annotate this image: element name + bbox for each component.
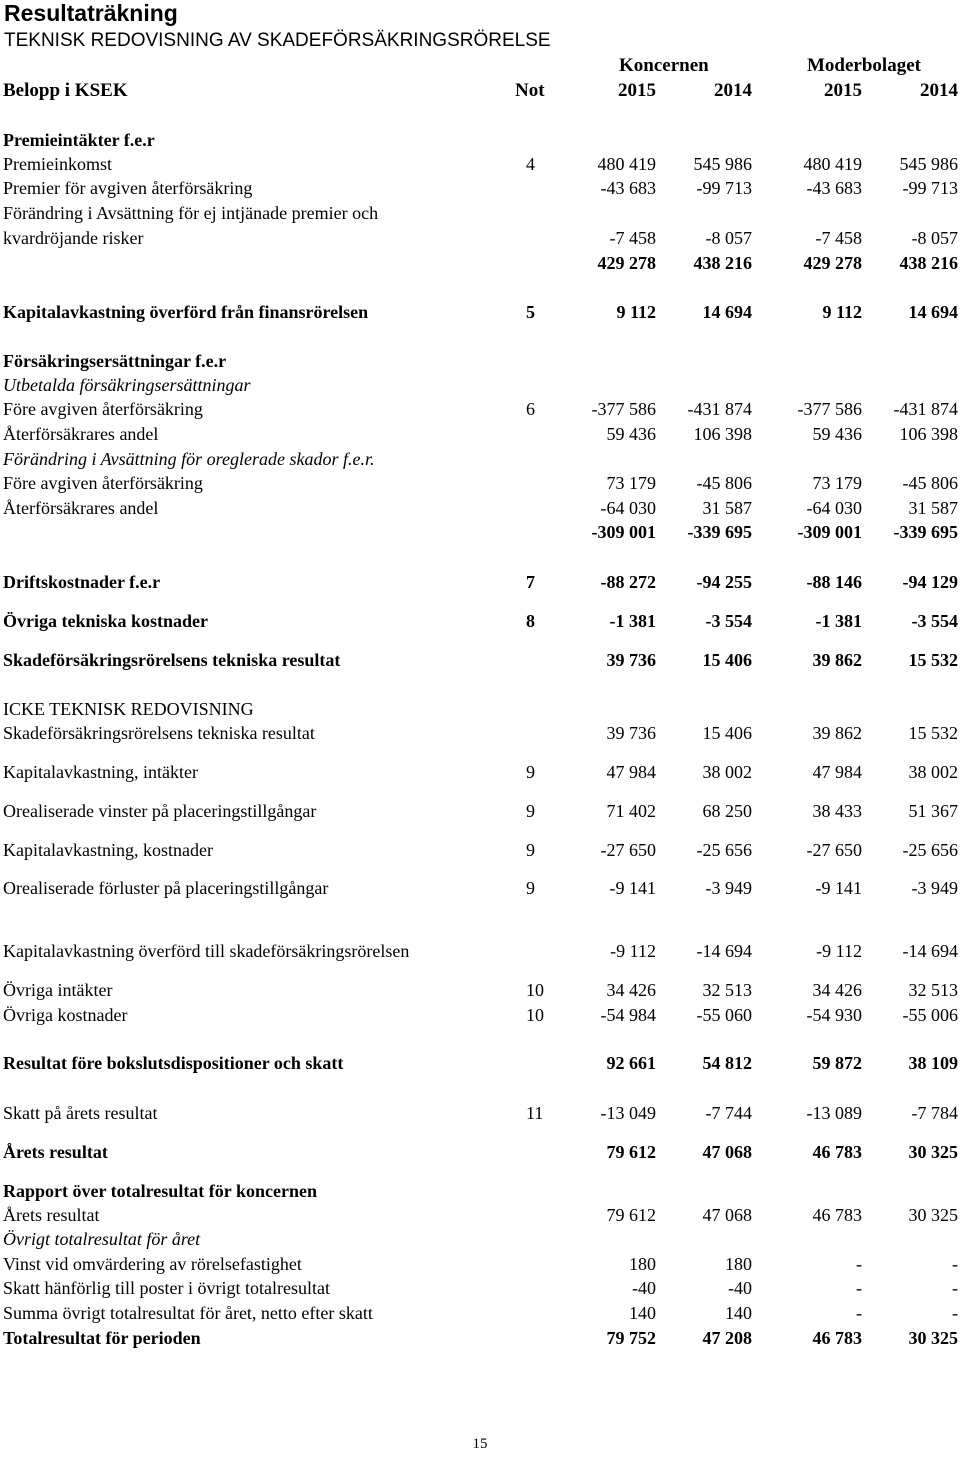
table-row bbox=[0, 128, 960, 152]
column-header-row bbox=[0, 79, 960, 103]
table-row bbox=[0, 978, 960, 1002]
row-value-1: 79 752 bbox=[606, 1328, 656, 1348]
row-value-4: -25 656 bbox=[902, 840, 958, 860]
row-value-3: -377 586 bbox=[797, 399, 862, 419]
row-label: Driftskostnader f.e.r bbox=[3, 572, 161, 592]
row-value-4: -55 006 bbox=[902, 1005, 958, 1025]
row-note: 7 bbox=[526, 572, 535, 592]
row-value-1: -40 bbox=[632, 1278, 656, 1298]
row-note: 6 bbox=[526, 399, 535, 419]
row-value-4: 38 002 bbox=[908, 762, 958, 782]
row-label: ICKE TEKNISK REDOVISNING bbox=[3, 699, 254, 719]
table-row bbox=[0, 1203, 960, 1227]
row-value-1: 180 bbox=[629, 1254, 656, 1274]
row-value-2: -14 694 bbox=[696, 941, 752, 961]
table-row bbox=[0, 1227, 960, 1251]
row-value-2: -7 744 bbox=[705, 1103, 752, 1123]
row-label: Förändring i Avsättning för oreglerade skador f.e.r. bbox=[3, 449, 375, 469]
row-value-2: -3 554 bbox=[705, 611, 752, 631]
row-value-4: - bbox=[952, 1278, 958, 1298]
header-col-3: 2015 bbox=[824, 80, 862, 101]
row-label: Skatt hänförlig till poster i övrigt totalresultat bbox=[3, 1278, 330, 1298]
row-value-2: 14 694 bbox=[702, 302, 752, 322]
row-label: Premieinkomst bbox=[3, 154, 112, 174]
row-value-2: 31 587 bbox=[702, 498, 752, 518]
row-value-3: 39 862 bbox=[812, 650, 862, 670]
row-label: Skatt på årets resultat bbox=[3, 1103, 158, 1123]
row-label: Kapitalavkastning överförd till skadeförsäkringsrörelsen bbox=[3, 941, 410, 961]
row-value-1: -54 984 bbox=[600, 1005, 656, 1025]
row-value-1: -64 030 bbox=[600, 498, 656, 518]
row-value-4: 32 513 bbox=[908, 980, 958, 1000]
row-value-2: -99 713 bbox=[696, 178, 752, 198]
table-row bbox=[0, 349, 960, 373]
row-value-1: 59 436 bbox=[606, 424, 656, 444]
group-header-koncernen: Koncernen bbox=[619, 55, 709, 76]
table-row bbox=[0, 1252, 960, 1276]
row-value-4: -3 554 bbox=[911, 611, 958, 631]
row-value-1: -43 683 bbox=[600, 178, 656, 198]
row-value-1: -9 141 bbox=[609, 878, 656, 898]
row-label: Utbetalda försäkringsersättningar bbox=[3, 375, 251, 395]
row-label: Kapitalavkastning, intäkter bbox=[3, 762, 198, 782]
table-row bbox=[0, 876, 960, 900]
row-value-3: -7 458 bbox=[815, 228, 862, 248]
table-row bbox=[0, 1051, 960, 1075]
row-value-3: - bbox=[856, 1254, 862, 1274]
row-value-4: -8 057 bbox=[911, 228, 958, 248]
table-row bbox=[0, 570, 960, 594]
row-value-1: 429 278 bbox=[597, 253, 656, 273]
row-value-3: -9 141 bbox=[815, 878, 862, 898]
row-value-2: -431 874 bbox=[687, 399, 752, 419]
table-row bbox=[0, 201, 960, 225]
row-label: Återförsäkrares andel bbox=[3, 498, 159, 518]
row-note: 10 bbox=[526, 980, 544, 1000]
row-value-2: 54 812 bbox=[702, 1053, 752, 1073]
row-label: Övrigt totalresultat för året bbox=[3, 1229, 201, 1249]
row-value-4: -94 129 bbox=[902, 572, 958, 592]
row-note: 10 bbox=[526, 1005, 544, 1025]
row-note: 9 bbox=[526, 840, 535, 860]
header-not: Not bbox=[515, 80, 545, 101]
row-label: Premier för avgiven återförsäkring bbox=[3, 178, 253, 198]
row-value-1: 73 179 bbox=[606, 473, 656, 493]
row-label: Premieintäkter f.e.r bbox=[3, 130, 155, 150]
row-value-1: -13 049 bbox=[600, 1103, 656, 1123]
table-row bbox=[0, 1179, 960, 1203]
row-value-4: 31 587 bbox=[908, 498, 958, 518]
row-value-1: -7 458 bbox=[609, 228, 656, 248]
row-value-1: -88 272 bbox=[600, 572, 656, 592]
table-row bbox=[0, 226, 960, 250]
row-value-4: -14 694 bbox=[902, 941, 958, 961]
row-value-3: 46 783 bbox=[812, 1142, 862, 1162]
row-label: Före avgiven återförsäkring bbox=[3, 399, 203, 419]
row-value-2: 438 216 bbox=[693, 253, 752, 273]
row-value-3: -9 112 bbox=[816, 941, 862, 961]
table-row bbox=[0, 251, 960, 275]
row-label: Rapport över totalresultat för koncernen bbox=[3, 1181, 317, 1201]
row-label: Summa övrigt totalresultat för året, netto efter skatt bbox=[3, 1303, 373, 1323]
row-label: Före avgiven återförsäkring bbox=[3, 473, 203, 493]
row-value-3: - bbox=[856, 1278, 862, 1298]
row-label: Övriga tekniska kostnader bbox=[3, 611, 209, 631]
row-value-4: 30 325 bbox=[908, 1328, 958, 1348]
row-note: 4 bbox=[526, 154, 535, 174]
table-row bbox=[0, 520, 960, 544]
row-label: Kapitalavkastning, kostnader bbox=[3, 840, 213, 860]
row-value-4: 38 109 bbox=[908, 1053, 958, 1073]
table-row bbox=[0, 1301, 960, 1325]
row-value-4: -3 949 bbox=[911, 878, 958, 898]
row-value-1: 140 bbox=[629, 1303, 656, 1323]
table-row bbox=[0, 697, 960, 721]
row-label: kvardröjande risker bbox=[3, 228, 144, 248]
row-value-3: 429 278 bbox=[803, 253, 862, 273]
row-value-2: 38 002 bbox=[702, 762, 752, 782]
row-value-3: 59 872 bbox=[812, 1053, 862, 1073]
row-value-1: 47 984 bbox=[606, 762, 656, 782]
table-row bbox=[0, 1276, 960, 1300]
row-label: Totalresultat för perioden bbox=[3, 1328, 201, 1348]
row-note: 9 bbox=[526, 878, 535, 898]
table-row bbox=[0, 496, 960, 520]
row-value-4: -45 806 bbox=[902, 473, 958, 493]
row-value-3: 480 419 bbox=[803, 154, 862, 174]
row-value-3: -43 683 bbox=[806, 178, 862, 198]
row-value-2: -94 255 bbox=[696, 572, 752, 592]
row-label: Orealiserade vinster på placeringstillgångar bbox=[3, 801, 317, 821]
row-note: 9 bbox=[526, 762, 535, 782]
table-row bbox=[0, 422, 960, 446]
row-value-3: 39 862 bbox=[812, 723, 862, 743]
row-value-3: 38 433 bbox=[812, 801, 862, 821]
row-value-2: 15 406 bbox=[702, 650, 752, 670]
row-label: Försäkringsersättningar f.e.r bbox=[3, 351, 227, 371]
row-value-3: -1 381 bbox=[815, 611, 862, 631]
table-row bbox=[0, 300, 960, 324]
row-value-1: 480 419 bbox=[597, 154, 656, 174]
table-row bbox=[0, 648, 960, 672]
table-row bbox=[0, 939, 960, 963]
header-col-4: 2014 bbox=[920, 80, 958, 101]
table-row bbox=[0, 1003, 960, 1027]
row-value-1: -27 650 bbox=[600, 840, 656, 860]
row-value-3: 73 179 bbox=[812, 473, 862, 493]
row-label: Årets resultat bbox=[3, 1142, 108, 1162]
row-label: Resultat före bokslutsdispositioner och skatt bbox=[3, 1053, 344, 1073]
row-value-2: 15 406 bbox=[702, 723, 752, 743]
row-value-2: 106 398 bbox=[693, 424, 752, 444]
row-value-4: 15 532 bbox=[908, 650, 958, 670]
row-label: Kapitalavkastning överförd från finansrörelsen bbox=[3, 302, 369, 322]
table-row bbox=[0, 471, 960, 495]
row-value-1: 39 736 bbox=[606, 650, 656, 670]
page-title: Resultaträkning bbox=[4, 0, 178, 26]
table-row bbox=[0, 1326, 960, 1350]
row-value-4: - bbox=[952, 1303, 958, 1323]
row-value-4: 106 398 bbox=[899, 424, 958, 444]
row-label: Övriga kostnader bbox=[3, 1005, 128, 1025]
row-value-2: 140 bbox=[725, 1303, 752, 1323]
page-subtitle: TEKNISK REDOVISNING AV SKADEFÖRSÄKRINGSRÖRELSE bbox=[4, 30, 551, 51]
table-row bbox=[0, 176, 960, 200]
row-value-2: 180 bbox=[725, 1254, 752, 1274]
row-value-4: -431 874 bbox=[893, 399, 958, 419]
row-value-1: 92 661 bbox=[606, 1053, 656, 1073]
row-value-4: 545 986 bbox=[899, 154, 958, 174]
row-value-1: 79 612 bbox=[606, 1142, 656, 1162]
row-value-3: -54 930 bbox=[806, 1005, 862, 1025]
row-note: 5 bbox=[526, 302, 535, 322]
table-row bbox=[0, 397, 960, 421]
row-label: Återförsäkrares andel bbox=[3, 424, 159, 444]
row-value-1: 34 426 bbox=[606, 980, 656, 1000]
row-value-4: -339 695 bbox=[893, 522, 958, 542]
row-value-1: -309 001 bbox=[591, 522, 656, 542]
table-row bbox=[0, 760, 960, 784]
row-value-4: 30 325 bbox=[908, 1142, 958, 1162]
row-note: 8 bbox=[526, 611, 535, 631]
row-value-2: 47 068 bbox=[702, 1142, 752, 1162]
row-label: Orealiserade förluster på placeringstillgångar bbox=[3, 878, 329, 898]
row-label: Skadeförsäkringsrörelsens tekniska resultat bbox=[3, 650, 341, 670]
row-value-2: -3 949 bbox=[705, 878, 752, 898]
row-value-4: 51 367 bbox=[908, 801, 958, 821]
row-note: 11 bbox=[526, 1103, 544, 1123]
table-row bbox=[0, 447, 960, 471]
row-value-1: 9 112 bbox=[616, 302, 656, 322]
row-value-3: 46 783 bbox=[812, 1205, 862, 1225]
row-value-4: 15 532 bbox=[908, 723, 958, 743]
row-value-3: 46 783 bbox=[812, 1328, 862, 1348]
row-value-3: - bbox=[856, 1303, 862, 1323]
row-value-3: 47 984 bbox=[812, 762, 862, 782]
table-row bbox=[0, 609, 960, 633]
table-row bbox=[0, 1101, 960, 1125]
row-value-2: -25 656 bbox=[696, 840, 752, 860]
row-label: Övriga intäkter bbox=[3, 980, 113, 1000]
header-label: Belopp i KSEK bbox=[3, 80, 128, 101]
row-value-4: -99 713 bbox=[902, 178, 958, 198]
row-value-2: 47 068 bbox=[702, 1205, 752, 1225]
row-value-3: -64 030 bbox=[806, 498, 862, 518]
row-label: Vinst vid omvärdering av rörelsefastighet bbox=[3, 1254, 302, 1274]
row-value-2: -8 057 bbox=[705, 228, 752, 248]
row-value-4: 30 325 bbox=[908, 1205, 958, 1225]
row-label: Årets resultat bbox=[3, 1205, 100, 1225]
row-value-3: -13 089 bbox=[806, 1103, 862, 1123]
row-value-3: 34 426 bbox=[812, 980, 862, 1000]
row-value-2: -40 bbox=[728, 1278, 752, 1298]
row-value-1: -9 112 bbox=[610, 941, 656, 961]
table-row bbox=[0, 838, 960, 862]
row-value-3: 59 436 bbox=[812, 424, 862, 444]
row-value-4: 14 694 bbox=[908, 302, 958, 322]
row-value-3: -27 650 bbox=[806, 840, 862, 860]
table-row bbox=[0, 373, 960, 397]
row-value-3: -88 146 bbox=[806, 572, 862, 592]
row-value-4: 438 216 bbox=[899, 253, 958, 273]
table-row bbox=[0, 1140, 960, 1164]
row-label: Förändring i Avsättning för ej intjänade premier och bbox=[3, 203, 379, 223]
row-value-2: 545 986 bbox=[693, 154, 752, 174]
row-value-1: 71 402 bbox=[606, 801, 656, 821]
row-value-2: 68 250 bbox=[702, 801, 752, 821]
row-label: Skadeförsäkringsrörelsens tekniska resultat bbox=[3, 723, 315, 743]
row-value-2: 32 513 bbox=[702, 980, 752, 1000]
row-value-2: 47 208 bbox=[702, 1328, 752, 1348]
row-note: 9 bbox=[526, 801, 535, 821]
table-row bbox=[0, 799, 960, 823]
row-value-4: - bbox=[952, 1254, 958, 1274]
table-row bbox=[0, 721, 960, 745]
header-col-1: 2015 bbox=[618, 80, 656, 101]
row-value-1: -377 586 bbox=[591, 399, 656, 419]
row-value-4: -7 784 bbox=[911, 1103, 958, 1123]
row-value-3: -309 001 bbox=[797, 522, 862, 542]
row-value-2: -55 060 bbox=[696, 1005, 752, 1025]
row-value-1: 39 736 bbox=[606, 723, 656, 743]
row-value-2: -45 806 bbox=[696, 473, 752, 493]
row-value-1: 79 612 bbox=[606, 1205, 656, 1225]
row-value-1: -1 381 bbox=[609, 611, 656, 631]
header-col-2: 2014 bbox=[714, 80, 752, 101]
row-value-3: 9 112 bbox=[822, 302, 862, 322]
page-number: 15 bbox=[472, 1436, 488, 1452]
table-row bbox=[0, 152, 960, 176]
group-header-moderbolaget: Moderbolaget bbox=[807, 55, 921, 76]
row-value-2: -339 695 bbox=[687, 522, 752, 542]
